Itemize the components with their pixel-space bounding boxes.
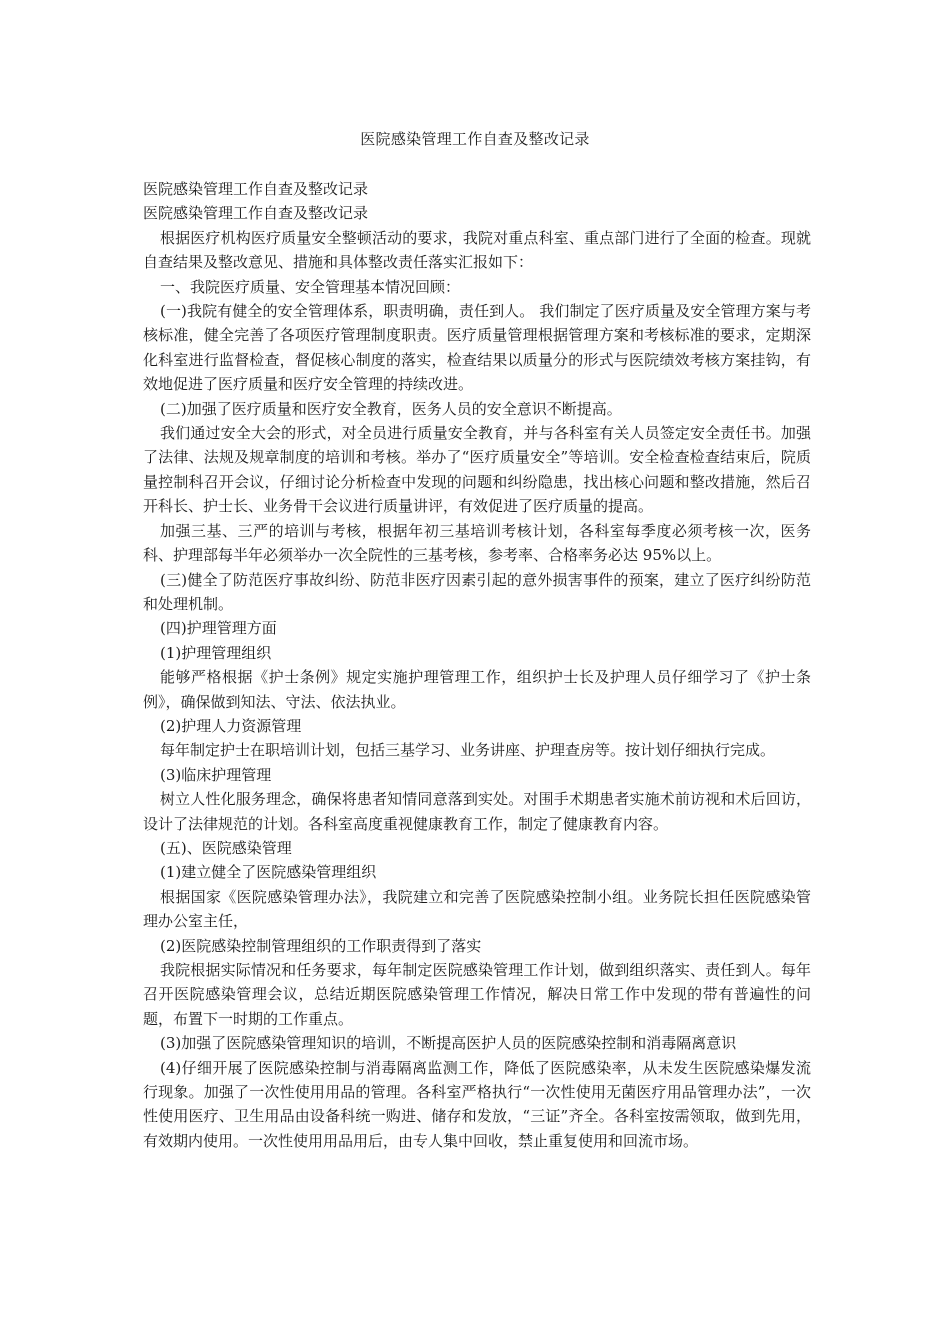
item-heading: (2)护理人力资源管理 bbox=[160, 716, 302, 735]
paragraph: (4)仔细开展了医院感染控制与消毒隔离监测工作，降低了医院感染率，从未发生医院感染爆发流行现象。加强了一次性使用用品的管理。各科室严格执行“一次性使用无菌医疗用品管理办法”，一次性使用医疗、卫生用品由设备科统一购进、储存和发放，“三证”齐全。各科室按需领取，做到先用，有效期内使用。一次性使用用品用后，由专人集中回收，禁止重复使用和回流市场。 bbox=[143, 1058, 811, 1150]
section-heading: 一、我院医疗质量、安全管理基本情况回顾： bbox=[160, 277, 461, 296]
item-heading: (1)建立健全了医院感染管理组织 bbox=[160, 863, 377, 882]
paragraph: 能够严格根据《护士条例》规定实施护理管理工作，组织护士长及护理人员仔细学习了《护士条例》，确保做到知法、守法、依法执业。 bbox=[143, 668, 811, 711]
paragraph: 根据国家《医院感染管理办法》，我院建立和完善了医院感染控制小组。业务院长担任医院感染管理办公室主任， bbox=[143, 887, 811, 931]
subsection-heading: (五)、医院感染管理 bbox=[160, 838, 292, 857]
item-heading: (3)加强了医院感染管理知识的培训，不断提高医护人员的医院感染控制和消毒隔离意识 bbox=[160, 1034, 737, 1053]
paragraph: 医院感染管理工作自查及整改记录 bbox=[143, 180, 369, 198]
paragraph: 每年制定护士在职培训计划，包括三基学习、业务讲座、护理查房等。按计划仔细执行完成。 bbox=[160, 741, 776, 760]
paragraph: 加强三基、三严的培训与考核，根据年初三基培训考核计划，各科室每季度必须考核一次，医务科、护理部每半年必须举办一次全院性的三基考核，参考率、合格率务必达 95%以上。 bbox=[143, 521, 811, 565]
paragraph: (二)加强了医疗质量和医疗安全教育，医务人员的安全意识不断提高。 bbox=[160, 399, 622, 418]
paragraph: (一)我院有健全的安全管理体系，职责明确，责任到人。 我们制定了医疗质量及安全管理方案与考核标准，健全完善了各项医疗管理制度职责。医疗质量管理根据管理方案和考核标准的要求，定期深化科室进行监督检查，督促核心制度的落实，检查结果以质量分的形式与医院绩效考核方案挂钩，有效地促进了医疗质量和医疗安全管理的持续改进。 bbox=[143, 302, 811, 394]
item-heading: (2)医院感染控制管理组织的工作职责得到了落实 bbox=[160, 936, 482, 955]
document-body bbox=[143, 177, 811, 1153]
paragraph: 树立人性化服务理念，确保将患者知情同意落到实处。对围手术期患者实施术前访视和术后回访，设计了法律规范的计划。各科室高度重视健康教育工作，制定了健康教育内容。 bbox=[143, 790, 811, 833]
paragraph: 我院根据实际情况和任务要求，每年制定医院感染管理工作计划，做到组织落实、责任到人。每年召开医院感染管理会议，总结近期医院感染管理工作情况，解决日常工作中发现的带有普遍性的问题，布置下一时期的工作重点。 bbox=[143, 961, 811, 1028]
item-heading: (1)护理管理组织 bbox=[160, 643, 272, 662]
paragraph: (三)健全了防范医疗事故纠纷、防范非医疗因素引起的意外损害事件的预案，建立了医疗纠纷防范和处理机制。 bbox=[143, 570, 811, 613]
paragraph: 我们通过安全大会的形式，对全员进行质量安全教育，并与各科室有关人员签定安全责任书。加强了法律、法规及规章制度的培训和考核。举办了“医疗质量安全”等培训。安全检查检查结束后，院质量控制科召开会议，仔细讨论分析检查中发现的问题和纠纷隐患，找出核心问题和整改措施，然后召开科长、护士长、业务骨干会议进行质量讲评，有效促进了医疗质量的提高。 bbox=[143, 424, 811, 516]
subsection-heading: (四)护理管理方面 bbox=[160, 619, 277, 638]
item-heading: (3)临床护理管理 bbox=[160, 765, 272, 784]
paragraph: 医院感染管理工作自查及整改记录 bbox=[143, 204, 369, 223]
document-title: 医院感染管理工作自查及整改记录 bbox=[360, 130, 590, 148]
paragraph: 根据医疗机构医疗质量安全整顿活动的要求，我院对重点科室、重点部门进行了全面的检查。现就自查结果及整改意见、措施和具体整改责任落实汇报如下： bbox=[143, 228, 811, 272]
